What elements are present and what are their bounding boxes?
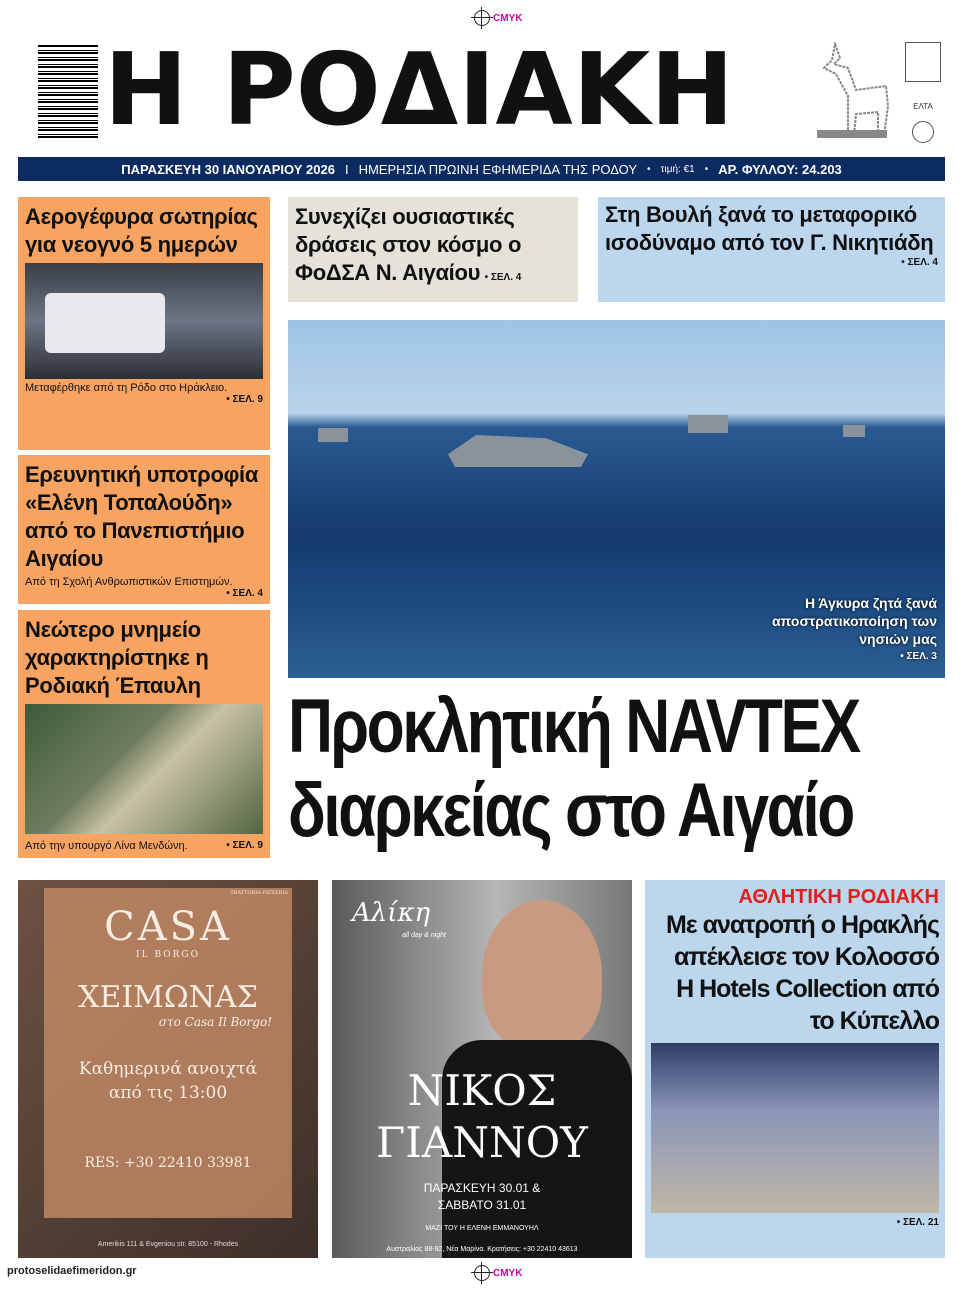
page-ref: • ΣΕΛ. 3 — [900, 651, 937, 662]
deer-logo-icon — [815, 42, 890, 140]
mansion-photo — [25, 704, 263, 834]
ad-aliki-nikos-giannou[interactable] — [332, 880, 632, 1258]
watermark: protoselidaefimeridon.gr — [4, 1264, 140, 1278]
postal-stamps — [905, 42, 941, 152]
separator: Ι — [344, 161, 349, 177]
story-title: Ερευνητική υποτροφία «Ελένη Τοπαλούδη» από το Πανεπιστήμιο Αιγαίου — [25, 462, 259, 571]
ship — [688, 415, 728, 433]
ad-brand: Αλίκη — [352, 898, 431, 928]
story-caption: Από την υπουργό Λίνα Μενδώνη. — [25, 840, 188, 852]
photo-caption: Η Άγκυρα ζητά ξανά αποστρατικοποίηση των νησιών μας — [771, 595, 937, 647]
cmyk-label: CMYK — [493, 12, 523, 24]
ad-guest: ΜΑΖΙ ΤΟΥ Η ΕΛΕΝΗ ΕΜΜΑΝΟΥΗΛ — [425, 1225, 539, 1232]
ship — [843, 425, 865, 437]
ad-name: ΓΙΑΝΝΟΥ — [376, 1118, 588, 1167]
frigate — [448, 435, 588, 467]
ad-date: ΠΑΡΑΣΚΕΥΗ 30.01 & — [423, 1181, 541, 1195]
cmyk-register-mark-bottom — [474, 1265, 522, 1281]
page-ref: • ΣΕΛ. 21 — [896, 1217, 939, 1228]
page-ref: • ΣΕΛ. 4 — [226, 588, 263, 599]
headline-line: Προκλητική NAVTEX — [288, 684, 859, 769]
ad-time: από τις 13:00 — [108, 1083, 228, 1103]
ad-arc-text: TRATTORIA-PIZZERIA — [230, 890, 288, 896]
story-title: Νεώτερο μνημείο χαρακτηρίστηκε η Ροδιακή Έπαυλη — [25, 617, 209, 698]
ad-casa-il-borgo[interactable] — [18, 880, 318, 1258]
ad-date: ΣΑΒΒΑΤΟ 31.01 — [437, 1198, 527, 1212]
story-fodsa[interactable] — [288, 197, 578, 302]
lead-headline[interactable] — [288, 684, 859, 853]
page-ref: • ΣΕΛ. 4 — [484, 272, 522, 283]
ad-name: ΝΙΚΟΣ — [407, 1066, 557, 1115]
ad-open: Καθημερινά ανοιχτά — [78, 1059, 258, 1079]
issue-date: ΠΑΡΑΣΚΕΥΗ 30 ΙΑΝΟΥΑΡΙΟΥ 2026 — [121, 161, 335, 177]
story-mansion-monument[interactable] — [18, 610, 270, 858]
ambulance-photo — [25, 263, 263, 379]
singer-photo — [482, 900, 602, 1050]
ad-brand: CASA — [104, 904, 232, 950]
page-ref: • ΣΕΛ. 9 — [226, 394, 263, 405]
cmyk-label: CMYK — [493, 1267, 523, 1279]
section-kicker: ΑΘΛΗΤΙΚΗ ΡΟΔΙΑΚΗ — [738, 886, 939, 908]
cmyk-register-mark — [474, 10, 522, 26]
ad-season: ΧΕΙΜΩΝΑΣ — [78, 980, 258, 1015]
date-band: ΠΑΡΑΣΚΕΥΗ 30 ΙΑΝΟΥΑΡΙΟΥ 2026 Ι ΗΜΕΡΗΣΙΑ ΠΡΩΙΝΗ ΕΦΗΜΕΡΙΔΑ ΤΗΣ ΡΟΔΟΥ • τιμή: €1 • ΑΡ. ΦΥΛΛΟΥ: 24.203 — [18, 157, 945, 181]
ad-tag: all day & night — [402, 932, 446, 939]
ad-sub: IL BORGO — [136, 950, 200, 960]
story-transport-equivalent[interactable] — [598, 197, 945, 302]
crosshair-icon — [474, 10, 490, 26]
story-title: Με ανατροπή ο Ηρακλής απέκλεισε τον Κολοσσό Η Hotels Collection από το Κύπελλο — [665, 911, 939, 1035]
story-sports[interactable] — [645, 880, 945, 1258]
page-ref: • ΣΕΛ. 9 — [226, 840, 263, 851]
price: τιμή: €1 — [660, 163, 695, 175]
ad-place: στο Casa Il Borgo! — [158, 1015, 272, 1029]
story-scholarship[interactable] — [18, 455, 270, 604]
tagline: ΗΜΕΡΗΣΙΑ ΠΡΩΙΝΗ ΕΦΗΜΕΡΙΔΑ ΤΗΣ ΡΟΔΟΥ — [358, 161, 637, 177]
crosshair-icon — [474, 1265, 490, 1281]
story-caption: Μεταφέρθηκε από τη Ρόδο στο Ηράκλειο. — [25, 382, 228, 394]
issue-number: ΑΡ. ΦΥΛΛΟΥ: 24.203 — [718, 161, 842, 177]
story-caption: Από τη Σχολή Ανθρωπιστικών Επιστημών. — [25, 576, 233, 588]
story-title: Αερογέφυρα σωτηρίας για νεογνό 5 ημερών — [25, 204, 258, 257]
headline-line: διαρκείας στο Αιγαίο — [288, 768, 853, 853]
ad-phone: RES: +30 22410 33981 — [84, 1155, 252, 1171]
warships-photo[interactable] — [288, 320, 945, 678]
page-ref: • ΣΕΛ. 4 — [901, 257, 938, 268]
ad-address: Amerikis 111 & Evgeniou str. 85100 - Rhodes — [97, 1241, 239, 1248]
story-title: Στη Βουλή ξανά το μεταφορικό ισοδύναμο από τον Γ. Νικητιάδη — [605, 202, 934, 255]
ship — [318, 428, 348, 442]
story-title: Συνεχίζει ουσιαστικές δράσεις στον κόσμο ο ΦοΔΣΑ Ν. Αιγαίου — [295, 204, 522, 285]
barcode — [38, 45, 98, 138]
masthead-title: Η ΡΟΔΙΑΚΗ — [104, 31, 734, 148]
basketball-photo — [651, 1043, 939, 1213]
story-newborn-airlift[interactable] — [18, 197, 270, 450]
elta-label: ΕΛΤΑ — [913, 102, 933, 111]
ad-info: Αυστραλίας 88-92, Νέα Μαρίνα. Κρατήσεις: +30 22410 43613 — [386, 1246, 578, 1253]
